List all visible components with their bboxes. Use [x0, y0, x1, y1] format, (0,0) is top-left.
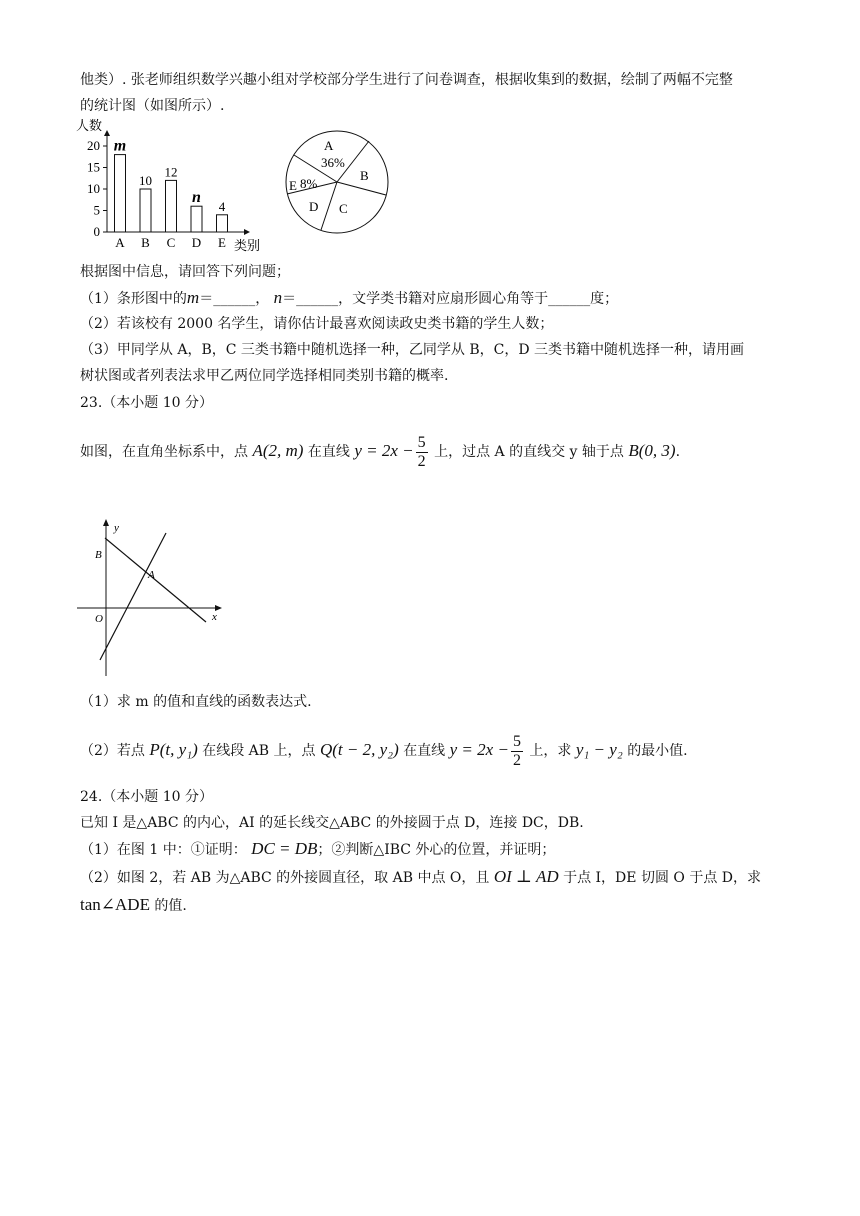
- q23-point-b: B(0, 3): [628, 441, 676, 460]
- bar-b: [140, 189, 151, 232]
- pie-label-c: C: [339, 201, 348, 216]
- q24-p2-tan: tan∠ADE: [80, 895, 150, 914]
- x-category-label-c: C: [166, 235, 176, 250]
- q23-difference: y₁ − y₂: [575, 740, 623, 759]
- q23-point-q: Q(t − 2, y₂): [319, 740, 399, 759]
- bar-data-label-d: n: [192, 189, 201, 207]
- pie-annotation-e: 8%: [300, 176, 318, 191]
- q22-part-3-line-2: 树状图或者列表法求甲乙两位同学选择相同类别书籍的概率.: [80, 368, 449, 384]
- q22-prompt: 根据图中信息，请回答下列问题；: [80, 264, 290, 280]
- pie-chart: [278, 122, 398, 242]
- q24-header: 24.（本小题 10 分）: [80, 789, 213, 805]
- q23-stem: [80, 432, 680, 471]
- q22-p1-text-c: ＝______，文学类书籍对应扇形圆心角等于______度；: [282, 291, 619, 307]
- y-tick-label: 5: [93, 202, 100, 218]
- x-category-label-b: B: [141, 235, 150, 250]
- q24-stem: 已知 I 是△ABC 的内心，AI 的延长线交△ABC 的外接圆于点 D，连接 DC，DB.: [80, 815, 584, 831]
- x-category-label-a: A: [115, 235, 125, 250]
- q23-fraction: [416, 434, 428, 471]
- y-tick-label: 0: [93, 224, 100, 239]
- q23-p2-a: （2）若点: [80, 743, 145, 759]
- q24-p2-eq: OI ⊥ AD: [493, 867, 559, 886]
- y-tick-label: 10: [87, 181, 100, 196]
- origin-label: O: [95, 613, 103, 625]
- point-a-label: A: [148, 569, 155, 581]
- q22-p1-text-b: ＝______，: [199, 291, 270, 307]
- y-axis-label: y: [114, 522, 119, 534]
- q24-part-2-line-1: [80, 867, 761, 888]
- q24-p1-eq: DC = DB: [251, 839, 318, 858]
- bar-chart: [76, 118, 266, 256]
- coordinate-figure: [74, 516, 234, 680]
- q23-p2-frac-den: 2: [512, 751, 521, 769]
- q22-part-2: （2）若该校有 2000 名学生，请你估计最喜欢阅读政史类书籍的学生人数；: [80, 316, 554, 332]
- q23-part-1: （1）求 m 的值和直线的函数表达式.: [80, 694, 312, 710]
- bar-e: [217, 215, 228, 232]
- q23-stem-b: 在直线: [307, 444, 350, 460]
- q24-p2-c: 的值.: [154, 898, 187, 914]
- q23-p2-e: 的最小值.: [627, 743, 688, 759]
- q23-p2-fraction: [511, 733, 523, 770]
- q22-p1-m: m: [186, 288, 200, 307]
- point-b-label: B: [95, 549, 102, 561]
- bar-c: [166, 180, 177, 232]
- bar-d: [191, 206, 202, 232]
- q23-point-p: P(t, y₁): [149, 740, 198, 759]
- q23-part-2: [80, 731, 688, 770]
- pie-label-e: E: [289, 178, 297, 193]
- bar-chart-xlabel: 类别: [234, 238, 261, 253]
- pie-annotation-a: 36%: [321, 155, 345, 170]
- line-through-a: [100, 533, 166, 660]
- intro-line-1: 他类）. 张老师组织数学兴趣小组对学校部分学生进行了问卷调查，根据收集到的数据，绘制了两幅不完整: [80, 72, 733, 88]
- x-axis-label: x: [212, 611, 217, 623]
- q22-part-3-line-1: （3）甲同学从 A，B，C 三类书籍中随机选择一种，乙同学从 B，C，D 三类书籍中随机选择一种，请用画: [80, 342, 745, 358]
- q24-p1-b: ；②判断△IBC 外心的位置，并证明；: [317, 842, 556, 858]
- q23-stem-a: 如图，在直角坐标系中，点: [80, 444, 248, 460]
- q22-part-1: [80, 288, 618, 309]
- pie-label-a: A: [324, 138, 334, 153]
- q23-p2-frac-num: 5: [512, 732, 521, 750]
- y-tick-label: 20: [87, 138, 100, 153]
- bar-data-label-a: m: [113, 137, 127, 155]
- q23-p2-c: 在直线: [403, 743, 446, 759]
- q24-part-2-line-2: [80, 895, 187, 916]
- line-ab: [105, 538, 206, 622]
- q24-p2-a: （2）如图 2，若 AB 为△ABC 的外接圆直径，取 AB 中点 O，且: [80, 870, 490, 886]
- y-tick-label: 15: [87, 159, 100, 175]
- bar-data-label-e: 4: [218, 198, 226, 214]
- q23-stem-c: 上，过点 A 的直线交 y 轴于点: [434, 444, 624, 460]
- q23-stem-d: .: [675, 444, 681, 460]
- bar-data-label-c: 12: [164, 164, 178, 180]
- bar-data-label-b: 10: [139, 173, 152, 188]
- q23-p2-b: 在线段 AB 上，点: [202, 743, 316, 759]
- intro-line-2: 的统计图（如图所示）.: [80, 98, 225, 114]
- bar-a: [115, 155, 126, 232]
- pie-label-d: D: [309, 199, 319, 214]
- q22-p1-text-a: （1）条形图中的: [80, 291, 187, 307]
- q24-part-1: [80, 839, 555, 860]
- q23-p2-d: 上，求: [529, 743, 572, 759]
- bar-chart-ylabel: 人数: [76, 118, 103, 133]
- q24-p2-b: 于点 I，DE 切圆 O 于点 D，求: [563, 870, 762, 886]
- q23-frac-den: 2: [417, 452, 426, 470]
- q23-point-a: A(2, m): [252, 441, 304, 460]
- pie-label-b: B: [360, 168, 369, 183]
- q23-p2-line-lhs: y = 2x −: [449, 740, 509, 759]
- q23-header: 23.（本小题 10 分）: [80, 395, 213, 411]
- q23-line-lhs: y = 2x −: [354, 441, 414, 460]
- q24-p1-a: （1）在图 1 中：①证明：: [80, 842, 247, 858]
- q22-p1-n: n: [273, 288, 283, 307]
- x-category-label-e: E: [218, 235, 226, 250]
- x-category-label-d: D: [191, 235, 202, 250]
- q23-frac-num: 5: [417, 433, 426, 451]
